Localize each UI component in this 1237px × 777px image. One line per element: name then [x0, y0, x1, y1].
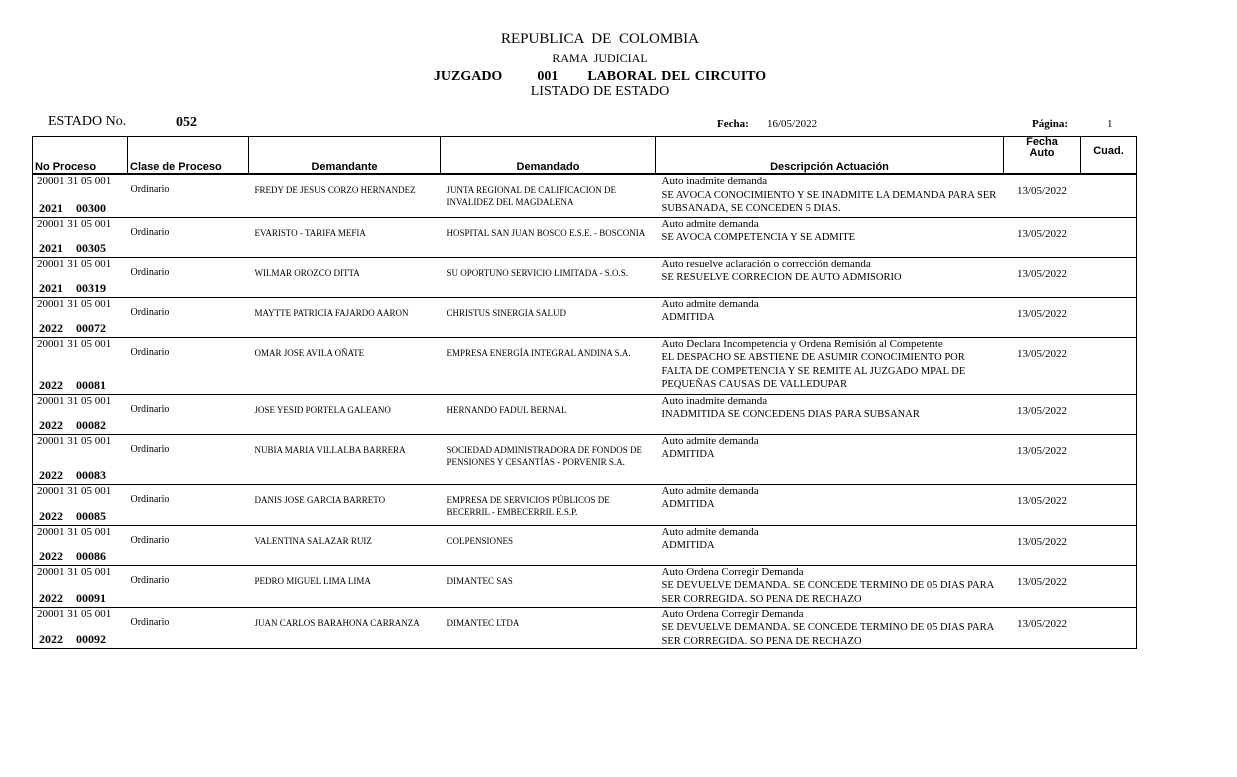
estado-number: 052 [176, 115, 197, 130]
actuacion-title: Auto Ordena Corregir Demanda [661, 607, 804, 620]
actuacion-title: Auto Declara Incompetencia y Ordena Remisión al Competente [661, 337, 943, 350]
cell-cuad [1081, 434, 1137, 484]
cell-demandante: JOSE YESID PORTELA GALEANO [249, 394, 441, 434]
cell-demandado: EMPRESA ENERGÍA INTEGRAL ANDINA S.A. [441, 337, 656, 394]
header-country: REPUBLICA DE COLOMBIA [500, 31, 699, 47]
cell-fecha-auto: 13/05/2022 [1004, 484, 1081, 525]
cell-fecha-auto: 13/05/2022 [1004, 394, 1081, 434]
estado-label: ESTADO No. [48, 114, 127, 129]
table-header-row [33, 137, 1137, 175]
actuacion-detail: SE RESUELVE CORRECION DE AUTO ADMISORIO [661, 272, 902, 283]
actuacion-title: Auto resuelve aclaración o corrección demanda [661, 257, 871, 270]
process-code: 20001 31 05 001 [37, 525, 112, 538]
estado-table [32, 136, 1137, 649]
cell-fecha-auto: 13/05/2022 [1004, 525, 1081, 565]
header-court [0, 69, 1200, 85]
cell-clase: Ordinario [128, 174, 249, 217]
actuacion-title: Auto admite demanda [661, 525, 759, 538]
process-code: 20001 31 05 001 [37, 484, 112, 497]
cell-clase: Ordinario [128, 434, 249, 484]
cell-clase: Ordinario [128, 337, 249, 394]
table-row [33, 394, 1137, 434]
table-row [33, 337, 1137, 394]
process-code: 20001 31 05 001 [37, 175, 112, 187]
cell-descripcion [656, 337, 1004, 394]
table-body [33, 174, 1137, 649]
cell-cuad [1081, 337, 1137, 394]
cell-no-proceso [33, 394, 128, 434]
cell-demandado: HERNANDO FADUL BERNAL [441, 394, 656, 434]
actuacion-detail: ADMITIDA [661, 499, 715, 510]
col-clase: Clase de Proceso [128, 137, 249, 175]
cell-fecha-auto: 13/05/2022 [1004, 607, 1081, 649]
process-number: 2022 00083 [39, 467, 106, 482]
cell-descripcion [656, 174, 1004, 217]
cell-clase: Ordinario [128, 525, 249, 565]
process-number: 2022 00085 [39, 508, 106, 523]
cell-demandado: DIMANTEC SAS [441, 565, 656, 607]
cell-fecha-auto: 13/05/2022 [1004, 174, 1081, 217]
cell-cuad [1081, 297, 1137, 337]
cell-no-proceso [33, 434, 128, 484]
cell-demandado: DIMANTEC LTDA [441, 607, 656, 649]
cell-demandado: JUNTA REGIONAL DE CALIFICACION DE INVALIDEZ DEL MAGDALENA [441, 174, 656, 217]
cell-fecha-auto: 13/05/2022 [1004, 297, 1081, 337]
process-number: 2021 00305 [39, 240, 106, 255]
cell-cuad [1081, 394, 1137, 434]
cell-demandante: EVARISTO - TARIFA MEFIA [249, 217, 441, 257]
cell-demandante: DANIS JOSE GARCIA BARRETO [249, 484, 441, 525]
process-code: 20001 31 05 001 [37, 434, 112, 447]
actuacion-detail: SE AVOCA COMPETENCIA Y SE ADMITE [661, 232, 856, 243]
cell-cuad [1081, 174, 1137, 217]
actuacion-detail: ADMITIDA [661, 449, 715, 460]
cell-demandante: PEDRO MIGUEL LIMA LIMA [249, 565, 441, 607]
cell-cuad [1081, 607, 1137, 649]
header-branch: RAMA JUDICIAL [552, 51, 648, 65]
cell-clase: Ordinario [128, 565, 249, 607]
cell-demandado: EMPRESA DE SERVICIOS PÚBLICOS DE BECERRIL - EMBECERRIL E.S.P. [441, 484, 656, 525]
table-row [33, 174, 1137, 217]
col-demandante: Demandante [249, 137, 441, 175]
cell-no-proceso [33, 525, 128, 565]
court-number: 001 [537, 69, 559, 84]
cell-fecha-auto: 13/05/2022 [1004, 434, 1081, 484]
cell-no-proceso [33, 297, 128, 337]
process-code: 20001 31 05 001 [37, 565, 112, 578]
cell-demandado: HOSPITAL SAN JUAN BOSCO E.S.E. - BOSCONIA [441, 217, 656, 257]
actuacion-detail: EL DESPACHO SE ABSTIENE DE ASUMIR CONOCIMIENTO POR FALTA DE COMPETENCIA Y SE REMITE AL JUZGADO MPAL DE PEQUEÑAS CAUSAS DE VALLEDUPAR [661, 352, 966, 390]
cell-clase: Ordinario [128, 217, 249, 257]
process-code: 20001 31 05 001 [37, 217, 112, 230]
process-number: 2022 00086 [39, 548, 106, 563]
cell-descripcion [656, 394, 1004, 434]
cell-demandante: JUAN CARLOS BARAHONA CARRANZA [249, 607, 441, 649]
process-number: 2021 00300 [39, 200, 106, 215]
cell-clase: Ordinario [128, 484, 249, 525]
cell-cuad [1081, 217, 1137, 257]
cell-descripcion [656, 607, 1004, 649]
cell-fecha-auto: 13/05/2022 [1004, 257, 1081, 297]
cell-no-proceso [33, 565, 128, 607]
actuacion-title: Auto Ordena Corregir Demanda [661, 565, 804, 578]
cell-fecha-auto: 13/05/2022 [1004, 565, 1081, 607]
table-row [33, 484, 1137, 525]
cell-demandante: VALENTINA SALAZAR RUIZ [249, 525, 441, 565]
cell-cuad [1081, 525, 1137, 565]
cell-cuad [1081, 257, 1137, 297]
actuacion-detail: ADMITIDA [661, 540, 715, 551]
actuacion-title: Auto inadmite demanda [661, 394, 768, 407]
cell-fecha-auto: 13/05/2022 [1004, 337, 1081, 394]
cell-no-proceso [33, 607, 128, 649]
table-row [33, 607, 1137, 649]
actuacion-title: Auto admite demanda [661, 297, 759, 310]
cell-clase: Ordinario [128, 607, 249, 649]
table-row [33, 525, 1137, 565]
cell-no-proceso [33, 174, 128, 217]
process-number: 2022 00082 [39, 417, 106, 432]
cell-descripcion [656, 484, 1004, 525]
cell-demandante: WILMAR OROZCO DITTA [249, 257, 441, 297]
cell-demandado: CHRISTUS SINERGIA SALUD [441, 297, 656, 337]
cell-clase: Ordinario [128, 297, 249, 337]
pagina-label: Página: [1032, 118, 1069, 130]
pagina-value: 1 [1107, 118, 1113, 130]
cell-descripcion [656, 297, 1004, 337]
actuacion-detail: SE DEVUELVE DEMANDA. SE CONCEDE TERMINO DE 05 DIAS PARA SER CORREGIDA. SO PENA DE RECHAZO [661, 580, 994, 605]
actuacion-detail: SE AVOCA CONOCIMIENTO Y SE INADMITE LA DEMANDA PARA SER SUBSANADA, SE CONCEDEN 5 DIAS. [661, 189, 997, 214]
process-number: 2022 00091 [39, 590, 106, 605]
cell-demandado: COLPENSIONES [441, 525, 656, 565]
col-fecha-auto: Fecha Auto [1004, 137, 1081, 175]
cell-clase: Ordinario [128, 257, 249, 297]
process-code: 20001 31 05 001 [37, 337, 112, 350]
cell-clase: Ordinario [128, 394, 249, 434]
fecha-value: 16/05/2022 [767, 118, 818, 130]
cell-descripcion [656, 565, 1004, 607]
cell-no-proceso [33, 484, 128, 525]
cell-descripcion [656, 434, 1004, 484]
process-code: 20001 31 05 001 [37, 257, 112, 270]
header-listing-title: LISTADO DE ESTADO [530, 84, 670, 99]
process-code: 20001 31 05 001 [37, 297, 112, 310]
cell-fecha-auto: 13/05/2022 [1004, 217, 1081, 257]
process-number: 2022 00072 [39, 320, 106, 335]
table-row [33, 565, 1137, 607]
table-row [33, 434, 1137, 484]
cell-demandado: SOCIEDAD ADMINISTRADORA DE FONDOS DE PENSIONES Y CESANTÍAS - PORVENIR S.A. [441, 434, 656, 484]
cell-demandante: NUBIA MARIA VILLALBA BARRERA [249, 434, 441, 484]
actuacion-detail: ADMITIDA [661, 312, 715, 323]
process-number: 2022 00092 [39, 632, 106, 646]
cell-descripcion [656, 525, 1004, 565]
process-code: 20001 31 05 001 [37, 394, 112, 407]
col-no-proceso: No Proceso [33, 137, 128, 175]
actuacion-detail: INADMITIDA SE CONCEDEN5 DIAS PARA SUBSANAR [661, 409, 920, 420]
actuacion-title: Auto admite demanda [661, 484, 759, 497]
cell-demandante: MAYTTE PATRICIA FAJARDO AARON [249, 297, 441, 337]
actuacion-title: Auto inadmite demanda [661, 175, 768, 187]
cell-descripcion [656, 257, 1004, 297]
actuacion-title: Auto admite demanda [661, 434, 759, 447]
process-number: 2021 00319 [39, 280, 106, 295]
actuacion-title: Auto admite demanda [661, 217, 759, 230]
process-code: 20001 31 05 001 [37, 607, 112, 620]
cell-descripcion [656, 217, 1004, 257]
col-demandado: Demandado [441, 137, 656, 175]
actuacion-detail: SE DEVUELVE DEMANDA. SE CONCEDE TERMINO DE 05 DIAS PARA SER CORREGIDA. SO PENA DE RECHAZO [661, 622, 994, 647]
process-number: 2022 00081 [39, 377, 106, 392]
court-label: JUZGADO [433, 69, 503, 84]
cell-demandante: FREDY DE JESUS CORZO HERNANDEZ [249, 174, 441, 217]
cell-no-proceso [33, 217, 128, 257]
cell-no-proceso [33, 257, 128, 297]
court-type: LABORAL DEL CIRCUITO [587, 69, 767, 84]
col-cuad: Cuad. [1081, 137, 1137, 175]
cell-demandado: SU OPORTUNO SERVICIO LIMITADA - S.O.S. [441, 257, 656, 297]
cell-demandante: OMAR JOSE AVILA OÑATE [249, 337, 441, 394]
cell-cuad [1081, 484, 1137, 525]
cell-cuad [1081, 565, 1137, 607]
table-row [33, 297, 1137, 337]
table-row [33, 217, 1137, 257]
fecha-label: Fecha: [717, 118, 749, 130]
table-row [33, 257, 1137, 297]
col-descripcion: Descripción Actuación [656, 137, 1004, 175]
cell-no-proceso [33, 337, 128, 394]
